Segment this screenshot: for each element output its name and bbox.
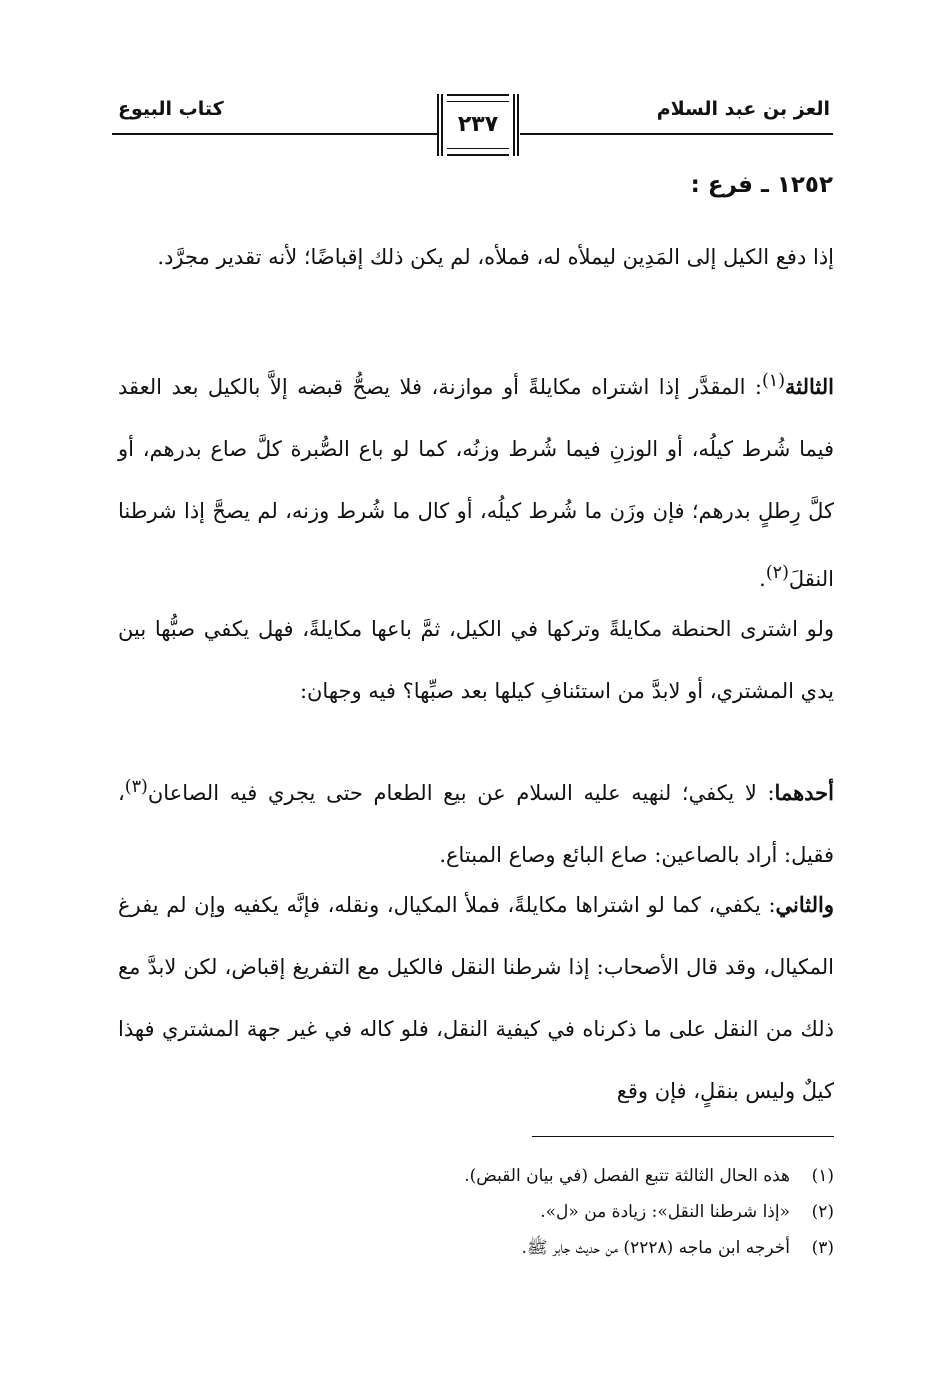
footnote-ref: (١)	[761, 371, 786, 391]
footnote	[118, 1194, 834, 1230]
paragraph	[118, 756, 834, 886]
footnote-text: «إذا شرطنا النقل»: زيادة من «ل».	[540, 1202, 790, 1222]
footnote-ref: (٢)	[765, 563, 789, 583]
header-rule	[112, 133, 437, 135]
footnote	[118, 1158, 834, 1194]
paragraph-text: : لا يكفي؛ لنهيه عليه السلام عن بيع الطعام حتى يجري فيه الصاعان	[147, 781, 775, 805]
paragraph	[118, 350, 834, 610]
running-header-book: كتاب البيوع	[118, 98, 224, 120]
footnote-number: (٢)	[811, 1202, 834, 1222]
footnote-separator	[532, 1136, 834, 1137]
footnote-number: (١)	[811, 1166, 834, 1186]
footnotes	[118, 1158, 834, 1266]
paragraph-lead: أحدهما	[774, 780, 834, 805]
header-rule	[520, 133, 833, 135]
paragraph-text: ، فقيل: أراد بالصاعين: صاع البائع وصاع المبتاع.	[118, 781, 834, 867]
paragraph-lead: والثاني	[775, 892, 834, 917]
paragraph-text: ولو اشترى الحنطة مكايلةً وتركها في الكيل، ثمَّ باعها مكايلةً، فهل يكفي صبُّها بين يدي المشتري، أو لابدَّ من استئنافِ كيلها بعد صبِّها؟ فيه وجهان:	[118, 617, 834, 703]
paragraph-lead: الثالثة	[785, 374, 834, 399]
paragraph	[118, 226, 834, 288]
paragraph-text: : المقدَّر إذا اشتراه مكايلةً أو موازنة، فلا يصحُّ قبضه إلاَّ بالكيل بعد العقد فيما شُرط كيلُه، أو الوزنِ فيما شُرط وزنُه، كما لو باع الصُّبرة كلَّ صاع بدرهم، أو كلَّ رِطلٍ بدرهم؛ فإن وزَن ما شُرط كيلُه، أو كال ما شُرط وزنه، لم يصحَّ إذا شرطنا النقلَ	[118, 375, 834, 591]
paragraph-text: .	[759, 567, 766, 591]
page-number: ٢٣٧	[457, 112, 499, 137]
paragraph	[118, 598, 834, 722]
footnote-text: هذه الحال الثالثة تتبع الفصل (في بيان القبض).	[464, 1166, 790, 1186]
running-header-author: العز بن عبد السلام	[656, 98, 830, 120]
paragraph-text: إذا دفع الكيل إلى المَدِين ليملأه له، فملأه، لم يكن ذلك إقباضًا؛ لأنه تقدير مجرَّد.	[157, 245, 834, 269]
footnote-text: أخرجه ابن ماجه (٢٢٢٨) من حديث جابر ﷺ.	[521, 1238, 790, 1258]
page-number-frame	[437, 94, 519, 156]
paragraph	[118, 874, 834, 1122]
section-heading: ١٢٥٢ ـ فرع :	[690, 172, 833, 198]
footnote-number: (٣)	[811, 1238, 834, 1258]
footnote-ref: (٣)	[124, 777, 148, 797]
paragraph-text: : يكفي، كما لو اشتراها مكايلةً، فملأ المكيال، ونقله، فإنَّه يكفيه وإن لم يفرغ المكيال، وقد قال الأصحاب: إذا شرطنا النقل فالكيل مع التفريغ إقباض، لكن لابدَّ مع ذلك من النقل على ما ذكرناه في كيفية النقل، فلو كاله في غير جهة المشتري فهذا كيلٌ وليس بنقلٍ، فإن وقع	[118, 893, 834, 1103]
footnote	[118, 1230, 834, 1266]
